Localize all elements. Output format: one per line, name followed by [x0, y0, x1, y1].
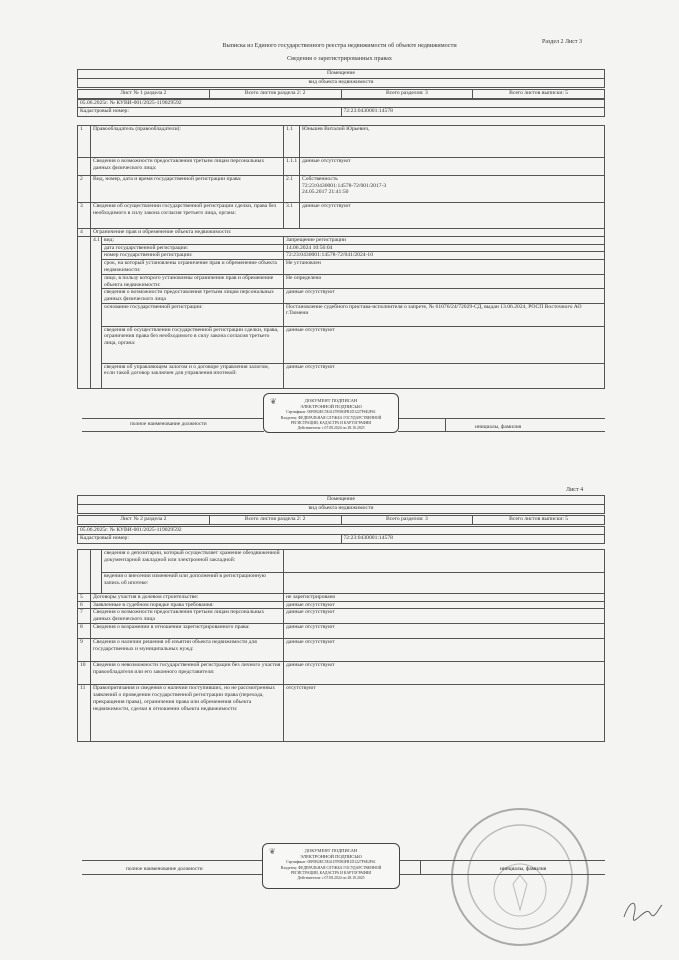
- doc-number: 05.06.2025г. № КУВИ-001/2025-119029592: [78, 527, 605, 535]
- doc-number-table: [77, 99, 605, 117]
- sheet-number: Лист № 2 раздела 2: [78, 516, 210, 525]
- item-value: 14.06.2024 10:56:04: [284, 244, 605, 252]
- row-label: Правопритязания и сведения о наличии поступивших, но не рассмотренных заявлений о проведении государственной регистрации права (перехода, прекращения права), ограничения права или обременения объекта недвижимости, сделки в отношении объекта недвижимости:: [91, 685, 284, 742]
- table-row: [78, 624, 605, 639]
- object-type-table: [77, 495, 605, 514]
- cadastral-value: 72:23:0430001:14578: [341, 108, 605, 117]
- item-value: данные отсутствуют: [284, 289, 605, 303]
- stamp-owner-cont: РЕГИСТРАЦИИ, КАДАСТРА И КАРТОГРАФИИ: [290, 870, 372, 875]
- row-value: данные отсутствуют: [300, 203, 605, 229]
- section-sheets-total: Всего листов раздела 2: 2: [209, 516, 341, 525]
- handwritten-signature-icon: [620, 895, 665, 925]
- stamp-owner-cont: РЕГИСТРАЦИИ, КАДАСТРА И КАРТОГРАФИИ: [290, 420, 372, 425]
- emblem-icon: ❦: [270, 397, 277, 406]
- round-seal-icon: [420, 795, 620, 955]
- item-label: сведения о возможности предоставления третьим лицам персональных данных физического лица: [102, 289, 284, 303]
- stamp-owner: Владелец: ФЕДЕРАЛЬНАЯ СЛУЖБА ГОСУДАРСТВЕННОЙ: [280, 865, 382, 870]
- row-number: 1: [78, 126, 91, 158]
- cadastral-value: 72:23:0430001:14578: [341, 535, 605, 544]
- table-row: [78, 203, 605, 229]
- document-title: Выписка из Единого государственного реестра недвижимости об объекте недвижимости: [222, 42, 457, 49]
- row-number: 3: [78, 203, 91, 229]
- item-value: 72:23:0430001:14578-72/041/2024-10: [284, 252, 605, 260]
- table-row: [78, 662, 605, 685]
- row-label: Ограничение прав и обременение объекта недвижимости:: [91, 229, 605, 237]
- row-number: 2: [78, 176, 91, 203]
- item-label: вид:: [102, 237, 284, 245]
- row-subnumber: 3.1: [284, 203, 300, 229]
- doc-number-table: [77, 526, 605, 544]
- table-row: [78, 609, 605, 624]
- section-sheet-label: Раздел 2 Лист 3: [542, 39, 583, 45]
- item-label: сведения об управляющем залогом и о договоре управления залогом, если такой договор заключен для управления ипотекой:: [102, 363, 284, 388]
- stamp-validity: Действителен: с 07.08.2024 по 28.10.2025: [297, 875, 365, 880]
- item-label: срок, на который установлены ограничение прав и обременение объекта недвижимости:: [102, 260, 284, 274]
- table-row: [78, 229, 605, 237]
- table-row: [78, 594, 605, 602]
- stamp-validity: Действителен: с 07.08.2024 по 28.10.2025: [297, 425, 365, 430]
- table-row: [78, 158, 605, 176]
- row-number: 7: [78, 609, 91, 624]
- row-number: 8: [78, 624, 91, 639]
- row-label: Сведения о возможности предоставления третьим лицам персональных данных физического лица: [91, 609, 284, 624]
- row-value: Собственность 72:23:0430001:14578-72/001/2017-3 24.05.2017 21:41:50: [300, 176, 605, 203]
- row-value: отсутствуют: [284, 685, 605, 742]
- object-type-table: [77, 69, 605, 88]
- name-caption: инициалы, фамилия: [500, 866, 547, 872]
- sections-total: Всего разделов: 3: [341, 516, 473, 525]
- sections-total: Всего разделов: 3: [341, 90, 473, 99]
- stamp-title: ДОКУМЕНТ ПОДПИСАН: [304, 848, 358, 853]
- stamp-title: ДОКУМЕНТ ПОДПИСАН: [304, 398, 358, 403]
- item-label: дата государственной регистрации:: [102, 244, 284, 252]
- row-label: Сведения о возможности предоставления третьим лицам персональных данных физического лица:: [91, 158, 284, 176]
- row-number: 9: [78, 639, 91, 662]
- extract-sheets-total: Всего листов выписки: 5: [473, 90, 605, 99]
- row-value: данные отсутствуют: [284, 601, 605, 609]
- row-label: Сведения о возражении в отношении зарегистрированного права:: [91, 624, 284, 639]
- item-value: Постановление судебного пристава-исполнителя о запрете, № 61076/24/72029-СД, выдан 13.06.2024, РОСП Восточного АО г.Тюмени: [284, 303, 605, 326]
- item-label: сведения об осуществлении государственной регистрации сделки, права, ограничения права без необходимого в силу закона согласия третьего лица, органа:: [102, 326, 284, 363]
- table-row: [78, 126, 605, 158]
- sheet-number: Лист № 1 раздела 2: [78, 90, 210, 99]
- item-value: [284, 550, 605, 573]
- position-caption: полное наименование должности: [130, 421, 207, 427]
- table-row: [78, 685, 605, 742]
- stamp-certificate: Сертификат: 00F0B2EC5E4147F0B3FB1D1227F6E2F61: [286, 860, 376, 865]
- table-row: [78, 601, 605, 609]
- row-number: 10: [78, 662, 91, 685]
- item-label: ведения о внесении изменений или дополнений в регистрационную запись об ипотеке:: [102, 573, 284, 594]
- stamp-owner: Владелец: ФЕДЕРАЛЬНАЯ СЛУЖБА ГОСУДАРСТВЕННОЙ: [280, 415, 382, 420]
- row-number: [78, 158, 91, 176]
- cadastral-label: Кадастровый номер:: [78, 535, 342, 544]
- item-value: Не установлен: [284, 260, 605, 274]
- rights-table: [77, 125, 605, 389]
- item-value: Запрещение регистрации: [284, 237, 605, 245]
- row-value: Юньшев Виталий Юрьевич,: [300, 126, 605, 158]
- row-value: данные отсутствуют: [284, 609, 605, 624]
- row-label: Вид, номер, дата и время государственной регистрации права:: [91, 176, 284, 203]
- rights-table-continued: [77, 549, 605, 742]
- item-value: данные отсутствуют: [284, 363, 605, 388]
- item-label: основание государственной регистрации:: [102, 303, 284, 326]
- stamp-subtitle: ЭЛЕКТРОННОЙ ПОДПИСЬЮ: [300, 854, 362, 860]
- sheet-info-table: [77, 89, 605, 99]
- doc-number: 05.06.2025г. № КУВИ-001/2025-119029592: [78, 100, 605, 108]
- cadastral-label: Кадастровый номер:: [78, 108, 342, 117]
- row-subnumber: 2.1: [284, 176, 300, 203]
- name-caption: инициалы, фамилия: [475, 424, 522, 430]
- item-label: сведения о депозитарии, который осуществляет хранение обездвиженной документарной закладной или электронной закладной:: [102, 550, 284, 573]
- row-label: Сведения об осуществлении государственной регистрации сделки, права без необходимого в силу закона согласия третьего лица, органа:: [91, 203, 284, 229]
- row-label: Сведения о наличии решения об изъятии объекта недвижимости для государственных и муниципальных нужд:: [91, 639, 284, 662]
- document-subtitle: Сведения о зарегистрированных правах: [286, 55, 393, 62]
- object-type: Помещение: [78, 70, 605, 79]
- object-type-caption: вид объекта недвижимости: [78, 79, 605, 88]
- position-caption: полное наименование должности: [126, 866, 203, 872]
- row-subnumber: 1.1: [284, 126, 300, 158]
- row-value: данные отсутствуют: [284, 624, 605, 639]
- table-row: [78, 176, 605, 203]
- row-number: 5: [78, 594, 91, 602]
- object-type: Помещение: [78, 496, 605, 505]
- row-label: Договоры участия в долевом строительстве:: [91, 594, 284, 602]
- extract-sheets-total: Всего листов выписки: 5: [473, 516, 605, 525]
- row-value: данные отсутствуют: [284, 662, 605, 685]
- row-value: данные отсутствуют: [284, 639, 605, 662]
- table-row: [78, 639, 605, 662]
- electronic-signature-stamp: [263, 393, 399, 433]
- item-value: [284, 573, 605, 594]
- sheet-info-table: [77, 515, 605, 525]
- row-number: 11: [78, 685, 91, 742]
- section-sheets-total: Всего листов раздела 2: 2: [209, 90, 341, 99]
- row-label: Заявленные в судебном порядке права требования:: [91, 601, 284, 609]
- row-number: 4: [78, 229, 91, 237]
- row-number: 6: [78, 601, 91, 609]
- row-value: не зарегистрировано: [284, 594, 605, 602]
- row-value: данные отсутствуют: [300, 158, 605, 176]
- item-label: лицо, в пользу которого установлены ограничение прав и обременение объекта недвижимости:: [102, 274, 284, 288]
- row-label: Правообладатель (правообладатели):: [91, 126, 284, 158]
- item-value: данные отсутствуют: [284, 326, 605, 363]
- row-label: Сведения о невозможности государственной регистрации без личного участия правообладателя или его законного представителя:: [91, 662, 284, 685]
- row-subnumber: 4.1: [91, 237, 102, 389]
- sheet-label: Лист 4: [566, 487, 584, 493]
- stamp-subtitle: ЭЛЕКТРОННОЙ ПОДПИСЬЮ: [300, 404, 362, 410]
- item-value: Не определено: [284, 274, 605, 288]
- object-type-caption: вид объекта недвижимости: [78, 505, 605, 514]
- emblem-icon: ❦: [269, 847, 276, 856]
- item-label: номер государственной регистрации:: [102, 252, 284, 260]
- stamp-certificate: Сертификат: 00F0B2EC5E4147F0B3FB1D1227F6E2F61: [286, 410, 376, 415]
- row-subnumber: 1.1.1: [284, 158, 300, 176]
- electronic-signature-stamp: [262, 843, 400, 889]
